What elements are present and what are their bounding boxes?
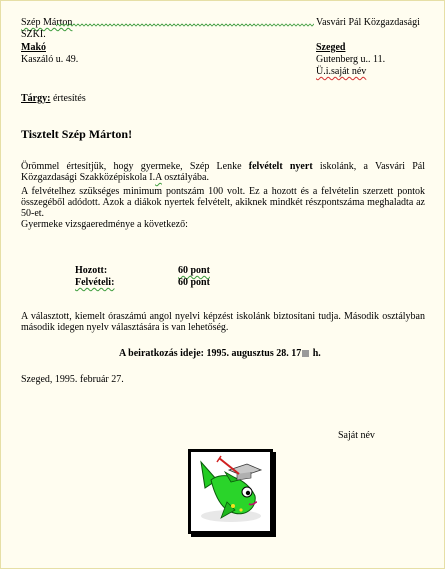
sender-line2: SZKI. (21, 29, 46, 40)
result-value-1: 60 pont (178, 265, 210, 276)
sender-city: Makó (21, 42, 46, 53)
signature: Saját név (338, 430, 375, 441)
result-label-2: Felvételi: (75, 277, 115, 288)
recipient-name: Vasvári Pál Közgazdasági (316, 17, 420, 28)
paragraph-2: A felvételhez szükséges minimum pontszám 100 volt. Ez a hozott és a felvételin szerzett pontok összegéből adódott. Azok a diákok nyertek felvételt, akiknek mindkét részpontszáma meghaladta az 50-et. (21, 186, 425, 219)
school-logo (188, 449, 273, 534)
subject-label: Tárgy: (21, 93, 51, 104)
paragraph-3: Gyermeke vizsgaeredménye a következő: (21, 219, 188, 230)
recipient-line4: Ü.i.saját név (316, 66, 367, 77)
subject-line (21, 93, 86, 104)
field-marker (302, 350, 309, 357)
spelling-underline (56, 17, 314, 28)
subject-value: értesítés (52, 93, 86, 104)
dateline: Szeged, 1995. február 27. (21, 374, 124, 385)
sender-name: Szép Márton (21, 17, 73, 28)
result-value-2: 60 pont (178, 277, 210, 288)
result-label-1: Hozott: (75, 265, 108, 276)
paragraph-1: Örömmel értesítjük, hogy gyermeke, Szép Lenke felvételt nyert iskolánk, a Vasvári Pál Közgazdasági Szakközépiskola I.A osztályába. (21, 161, 425, 183)
fish-graduate-icon (191, 452, 270, 531)
recipient-city: Szeged (316, 42, 346, 53)
paragraph-4: A választott, kiemelt óraszámú angol nyelvi képzést iskolánk biztosítani tudja. Második osztályban második idegen nyelv választására is van lehetőség. (21, 311, 425, 333)
greeting: Tisztelt Szép Márton! (21, 127, 133, 141)
sender-street: Kaszáló u. 49. (21, 54, 79, 65)
enrollment-date: A beiratkozás ideje: 1995. augusztus 28. 17 h. (119, 348, 321, 359)
recipient-street: Gutenberg u.. 11. (316, 54, 386, 65)
